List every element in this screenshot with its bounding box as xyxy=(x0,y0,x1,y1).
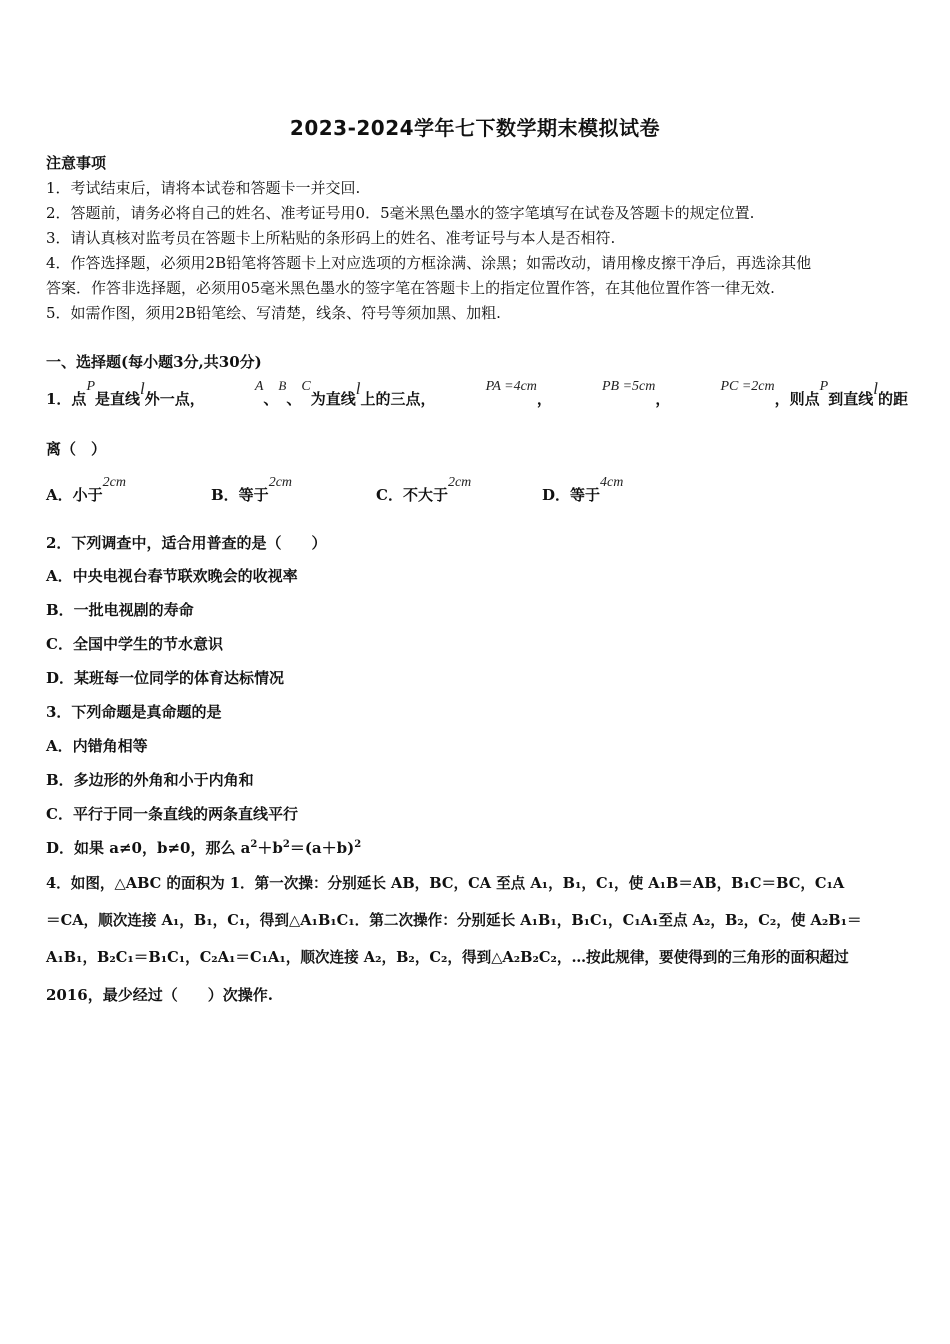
notice-item-5: 5．如需作图，须用2B铅笔绘、写清楚，线条、符号等须加黑、加粗. xyxy=(46,304,501,322)
q1-option-d: D．等于4cm xyxy=(542,475,624,504)
page-title: 2023-2024学年七下数学期末模拟试卷 xyxy=(289,116,661,140)
q4-line-1: 4．如图，△ABC 的面积为 1．第一次操：分别延长 AB，BC，CA 至点 A₁，B₁，C₁，使 A₁B＝AB，B₁C＝BC，C₁A xyxy=(46,875,845,892)
q4-line-4: 2016，最少经过（ ）次操作. xyxy=(46,986,273,1004)
q4-line-2: ＝CA，顺次连接 A₁，B₁，C₁，得到△A₁B₁C₁．第二次操作：分别延长 A₁B₁，B₁C₁，C₁A₁至点 A₂，B₂，C₂，使 A₂B₁＝ xyxy=(46,912,862,929)
q3-option-a: A．内错角相等 xyxy=(46,737,148,755)
notice-heading: 注意事项 xyxy=(46,154,107,172)
notice-item-2: 2．答题前，请务必将自己的姓名、准考证号用0．5毫米黑色墨水的签字笔填写在试卷及答题卡的规定位置. xyxy=(46,204,755,222)
q1-option-b: B．等于2cm xyxy=(211,475,293,504)
notice-item-4-cont: 答案．作答非选择题，必须用05毫米黑色墨水的签字笔在答题卡上的指定位置作答，在其他位置作答一律无效. xyxy=(46,279,775,297)
q2-option-a: A．中央电视台春节联欢晚会的收视率 xyxy=(46,567,298,585)
notice-item-1: 1．考试结束后，请将本试卷和答题卡一并交回. xyxy=(46,179,361,197)
q2-option-b: B．一批电视剧的寿命 xyxy=(46,601,194,619)
notice-item-3: 3．请认真核对监考员在答题卡上所粘贴的条形码上的姓名、准考证号与本人是否相符. xyxy=(46,229,616,247)
q3-option-b: B．多边形的外角和小于内角和 xyxy=(46,771,254,789)
q1-stem: 1．点P是直线l外一点， A、B、C为直线l上的三点， PA =4cm， PB =5cm， PC =2cm，则点P到直线l的距 xyxy=(46,378,908,408)
q2-option-d: D．某班每一位同学的体育达标情况 xyxy=(46,669,285,687)
q3-option-c: C．平行于同一条直线的两条直线平行 xyxy=(46,805,298,823)
q2-stem: 2．下列调查中，适合用普查的是（ ） xyxy=(46,534,327,552)
q1-stem-cont: 离（ ） xyxy=(46,440,107,458)
q2-option-c: C．全国中学生的节水意识 xyxy=(46,635,223,653)
q1-option-a: A．小于2cm xyxy=(46,475,126,504)
q3-stem: 3．下列命题是真命题的是 xyxy=(46,703,222,721)
q4-line-3: A₁B₁，B₂C₁＝B₁C₁，C₂A₁＝C₁A₁，顺次连接 A₂，B₂，C₂，得到△A₂B₂C₂，…按此规律，要使得到的三角形的面积超过 xyxy=(46,949,849,966)
section-heading: 一、选择题(每小题3分,共30分) xyxy=(46,353,262,371)
q1-option-c: C．不大于2cm xyxy=(376,475,472,504)
notice-item-4: 4．作答选择题，必须用2B铅笔将答题卡上对应选项的方框涂满、涂黑；如需改动，请用橡皮擦干净后，再选涂其他 xyxy=(46,254,812,272)
q3-option-d: D．如果 a≠0，b≠0，那么 $a^2+b^2=(a+b)^2$ xyxy=(46,839,362,857)
